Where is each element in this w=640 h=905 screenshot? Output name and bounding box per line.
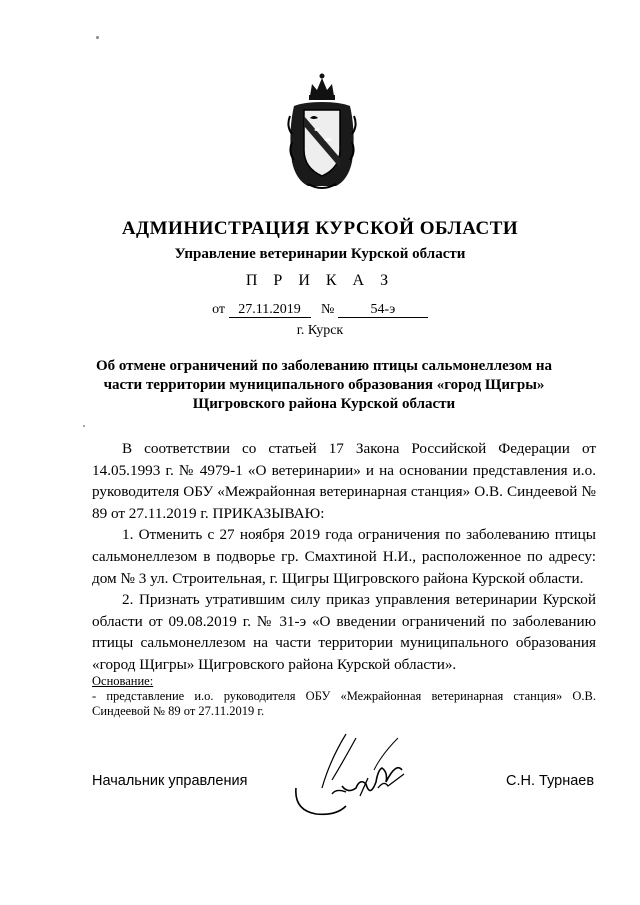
- body-paragraph: 1. Отменить с 27 ноября 2019 года ограничения по заболеванию птицы сальмонеллезом в подворье гр. Смахтиной Н.И., расположенное по адресу: дом № 3 ул. Строительная, г. Щигры Щигровского района Курской области.: [92, 526, 596, 587]
- administration-title: АДМИНИСТРАЦИЯ КУРСКОЙ ОБЛАСТИ: [121, 218, 519, 239]
- basis-section: [92, 674, 596, 719]
- document-type: П Р И К А З: [245, 272, 395, 289]
- from-label: от: [212, 302, 226, 317]
- signatory-position: Начальник управления: [92, 773, 248, 789]
- city: г. Курск: [296, 323, 344, 338]
- scan-speck: [83, 425, 85, 427]
- body-paragraph: 2. Признать утратившим силу приказ управления ветеринарии Курской области от 09.08.2019 г. № 31-э «О введении ограничений по заболеванию птицы сальмонеллезом на части территории муниципального образования «город Щигры» Щигровского района Курской области».: [92, 591, 596, 673]
- kursk-coat-of-arms-icon: [284, 72, 360, 192]
- body-paragraph: В соответствии со статьей 17 Закона Российской Федерации от 14.05.1993 г. № 4979-1 «О ветеринарии» и на основании представления и.о. руководителя ОБУ «Межрайонная ветеринарная станция» О.В. Синдеевой № 89 от 27.11.2019 г. ПРИКАЗЫВАЮ:: [92, 440, 596, 522]
- department-title: Управление ветеринарии Курской области: [174, 246, 466, 262]
- basis-heading: Основание:: [92, 674, 154, 688]
- basis-text: - представление и.о. руководителя ОБУ «Межрайонная ветеринарная станция» О.В. Синдеевой № 89 от 27.11.2019 г.: [92, 689, 596, 718]
- number-label: №: [321, 302, 335, 317]
- order-date-number: [0, 302, 640, 318]
- order-body: [92, 438, 596, 676]
- order-number: 54-э: [338, 302, 428, 318]
- handwritten-signature: [286, 730, 416, 820]
- order-subject: Об отмене ограничений по заболеванию птицы сальмонеллезом на части территории муниципального образования «город Щигры» Щигровского района Курской области: [95, 358, 553, 412]
- signatory-name: С.Н. Турнаев: [506, 773, 595, 789]
- scan-speck: [96, 36, 99, 39]
- order-date: 27.11.2019: [229, 302, 311, 318]
